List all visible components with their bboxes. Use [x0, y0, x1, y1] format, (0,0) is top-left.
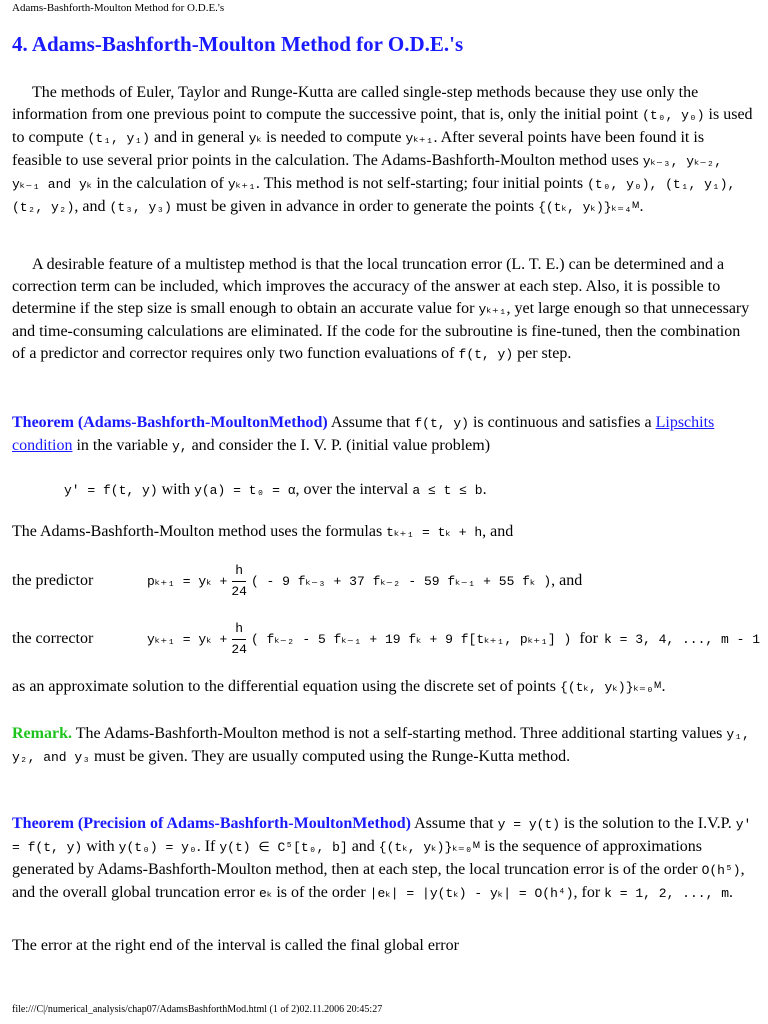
math-expr: y,: [171, 439, 188, 454]
lipschits-condition-link[interactable]: Lipschits condition: [12, 414, 715, 454]
math-expr: (t₀, y₀): [642, 108, 705, 123]
page-header: Adams-Bashforth-Moulton Method for O.D.E.'s: [12, 2, 225, 14]
page-footer: file:///C|/numerical_analysis/chap07/AdamsBashforthMod.html (1 of 2)02.11.2006 20:45:27: [12, 1004, 383, 1015]
math-expr: (t₁, y₁): [87, 131, 150, 146]
ivp-equation: y' = f(t, y) with y(a) = t₀ = α, over the interval a ≤ t ≤ b.: [64, 481, 487, 498]
math-expr: yₖ: [248, 131, 262, 146]
math-expr: y(t₀) = y₀: [118, 840, 197, 855]
math-expr: f(t, y): [458, 347, 514, 362]
math-expr: k = 1, 2, ..., m: [604, 886, 729, 901]
corrector-formula: the corrector yₖ₊₁ = yₖ + $\frac{h}{24}$ ( fₖ₋₂ - 5 fₖ₋₁ + 19 fₖ + 9 f[tₖ₊₁, pₖ₊₁] ) for k = 3, 4, ..., m - 1: [12, 616, 760, 662]
predictor-formula: the predictor pₖ₊₁ = yₖ + $\frac{h}{24}$ ( - 9 fₖ₋₃ + 37 fₖ₋₂ - 59 fₖ₋₁ + 55 fₖ ) , and: [12, 558, 582, 604]
math-expr: {(tₖ, yₖ)}ₖ₌₄ᴹ: [538, 200, 640, 215]
page-title: 4. Adams-Bashforth-Moulton Method for O.D.E.'s: [12, 32, 464, 56]
math-expr: y₁, y₂, and y₃: [12, 727, 750, 765]
math-expr: O(h⁵): [701, 863, 741, 878]
math-expr: yₖ₊₁: [227, 177, 256, 192]
math-expr: {(tₖ, yₖ)}ₖ₌₀ᴹ: [378, 840, 481, 855]
theorem-label: Theorem (Precision of Adams-Bashforth-MoultonMethod): [12, 815, 411, 832]
math-expr: yₖ₊₁: [405, 131, 434, 146]
math-expr: f(t, y): [414, 416, 469, 431]
fraction: $\frac{h}{24}$: [231, 562, 247, 599]
theorem-paragraph: Theorem (Adams-Bashforth-MoultonMethod) Assume that f(t, y) is continuous and satisfies a Lipschits condition in the variable y, and consider the I. V. P. (initial value problem): [12, 414, 715, 454]
remark-paragraph: Remark. The Adams-Bashforth-Moulton method is not a self-starting method. Three additional starting values y₁, y₂, and y₃ must be given. They are usually computed using the Runge-Kutta method.: [12, 725, 750, 765]
remark-label: Remark.: [12, 725, 72, 742]
intro-paragraph: The methods of Euler, Taylor and Runge-Kutta are called single-step methods because they use only the information from one previous point to compute the successive point, that is, only the initial point (t₀, y₀) is used to compute (t₁, y₁) and in general yₖ is needed to compute yₖ₊₁. After several points have been found it is feasible to use several prior points in the calculation. The Adams-Bashforth-Moulton method uses yₖ₋₃, yₖ₋₂, yₖ₋₁ and yₖ in the calculation of yₖ₊₁. This method is not self-starting; four initial points (t₀, y₀), (t₁, y₁), (t₂, y₂), and (t₃, y₃) must be given in advance in order to generate the points {(tₖ, yₖ)}ₖ₌₄ᴹ.: [12, 84, 753, 215]
precision-theorem-paragraph: Theorem (Precision of Adams-Bashforth-MoultonMethod) Assume that y = y(t) is the solution to the I.V.P. y' = f(t, y) with y(t₀) = y₀. If y(t) ∈ C⁵[t₀, b] and {(tₖ, yₖ)}ₖ₌₀ᴹ is the sequence of approximations generated by Adams-Bashforth-Moulton method, then at each step, the local truncation error is of the order O(h⁵), and the overall global truncation error eₖ is of the order |eₖ| = |y(tₖ) - yₖ| = O(h⁴), for k = 1, 2, ..., m.: [12, 815, 752, 901]
approx-sentence: as an approximate solution to the differential equation using the discrete set of points {(tₖ, yₖ)}ₖ₌₀ᴹ.: [12, 678, 666, 695]
predictor-label: the predictor: [12, 572, 94, 589]
math-expr: (t₃, y₃): [109, 200, 172, 215]
math-expr: y = y(t): [497, 817, 561, 832]
math-expr: y(t) ∈ C⁵[t₀, b]: [219, 840, 348, 855]
step-formula: tₖ₊₁ = tₖ + h: [386, 525, 483, 540]
math-expr: eₖ: [259, 886, 273, 901]
math-expr: {(tₖ, yₖ)}ₖ₌₀ᴹ: [560, 680, 662, 695]
math-expr: yₖ₊₁: [478, 302, 507, 317]
math-expr: (t₀, y₀), (t₁, y₁), (t₂, y₂): [12, 177, 736, 215]
final-sentence: The error at the right end of the interval is called the final global error: [12, 937, 459, 954]
math-expr: yₖ₋₃, yₖ₋₂, yₖ₋₁ and yₖ: [12, 154, 723, 192]
formulas-intro: The Adams-Bashforth-Moulton method uses the formulas tₖ₊₁ = tₖ + h, and: [12, 523, 514, 540]
corrector-label: the corrector: [12, 630, 94, 647]
theorem-label: Theorem (Adams-Bashforth-MoultonMethod): [12, 414, 328, 431]
math-expr: |eₖ| = |y(tₖ) - yₖ| = O(h⁴): [369, 886, 574, 901]
feature-paragraph: A desirable feature of a multistep method is that the local truncation error (L. T. E.) can be determined and a correction term can be included, which improves the accuracy of the answer at each step. Also, it is possible to determine if the step size is small enough to obtain an accurate value for yₖ₊₁, yet large enough so that unnecessary and time-consuming calculations are eliminated. If the code for the subroutine is fine-tuned, then the combination of a predictor and corrector requires only two function evaluations of f(t, y) per step.: [12, 256, 750, 362]
fraction: $\frac{h}{24}$: [231, 620, 247, 657]
math-expr: y' = f(t, y): [12, 817, 752, 855]
